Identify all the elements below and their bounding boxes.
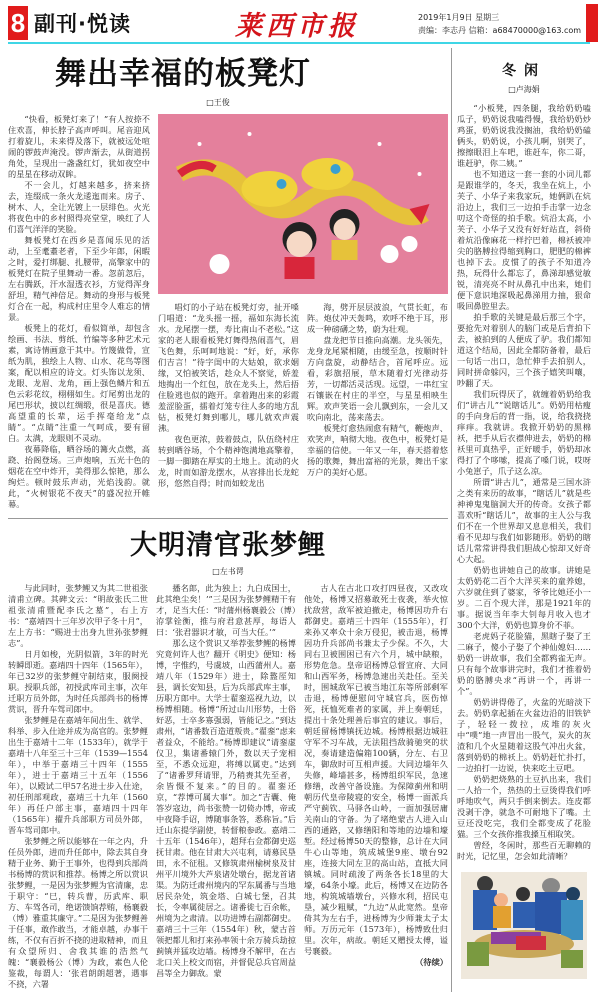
paragraph: 老虎妈子花脸猫，黑瞎子娶了王二麻子，傻小子娶了个神仙媳妇……奶奶一讲故事，我们全都鸦雀无声。只有每个故事讲完时，我们才推着奶奶的胳膊央求“再讲一个，再讲一个”。: [457, 631, 591, 696]
paragraph: 张梦鲤之所以能够在一年之内，升任员外郎，进而升任郎中，除去其自身精于业务、勤于王事外，也得到兵部尚书杨博的赏识和推荐。杨博之所以赏识张梦鲤，一是因为张梦鲤为官清廉，忠于职守：“巳，转兵曹，历武库、职方、车驾各司，绝诺馈饷荐贿，杨襄毅（博）雅重其廉守。”二是因为张梦鲤善于任事，敢作敢当，才能卓越，办事干练，不仅有百折不挠的进取精神，而且有众望所归、舍我其谁的浩然气魄：“襄毅杨公（博）为政，素色人伦鉴裁，每谓人：‘张君朗朗超著，遇事不挠，六署: [8, 836, 148, 989]
date-info: [418, 11, 581, 37]
paragraph: 那么这个赏识又举荐张梦鲤的杨博究竟何许人也？翻开《明史》便知：杨博，字惟约，号虞坡，山西蒲州人。嘉靖八年（1529年）进士，除盩厔知县，调长安知县，后为兵部武库主事，历职方郎中。大学士翟銮巡视九边，以杨博相随。杨博“所过山川形势，士俗好恶，士卒多寡强弱，皆能记之。”到达肃州，“诸番数百造道叛贵。”翟銮“虑来者益众，不能给。”杨博即建议“请銮虚仪卫，集诸番辕门外，数以天子宠相至，不悉众远迎，将缚以属吏。”达到了“诸番罗拜请罪，乃稍赉其先至者，余皆慑不复来。”的目的。翟銮还京，“荐博可属大事”。加之“吉囊、俺答岁寇边，尚书张赞一切倚办博，帝或中夜降手诏，博随事条答，悉称旨。”后迁山东提学副使，转督粮参政。嘉靖二十五年（1546年），超拜右佥都御史巡抚甘肃。他在甘肃大兴屯利，请募民垦田，永不征租。又修筑肃州榆树泉及甘州平川境外大芦泉诸处墩台，据龙首诸渠。为防迁肃州境内的罕东属番与当地居民杂处，筑金塔、白城七堡，召其长，令率属徙居之。诸番徙七百余帐，州境为之肃清。以功进博右副都御史。嘉靖三十三年（1554年）秋，蒙古首领把都儿和打来孙率领十余万骑兵劫掠蓟镇并猛攻边墙。杨博身不解甲，在古北口关上校文而宿，并督促总兵官周益昌等全力御敌。蒙: [156, 638, 296, 978]
article2-column-2: [156, 583, 296, 979]
article2-body: [8, 583, 448, 990]
red-edge-bar: [586, 4, 598, 42]
paragraph: 盘龙把节日推向高潮。龙头领先，龙身龙尾紧相随，由缓至急，按顺时针方向盘旋，动静结合，首尾呼应。远看，彩旗招展，草木随着灯光律动芬芳，一切都活灵活现。远望，一串红宝石镶嵌在村庄的半空，与星星相映生辉。欢声笑语一会儿飘到东，一会儿又吹向南北，荡来荡去。: [307, 335, 448, 422]
article-divider: [8, 518, 448, 519]
section-title: 副刊·悦读: [34, 12, 131, 36]
paragraph: 海，劈开层层波浪，气贯长虹，布阵。炮仗冲天轰鸣，欢呼不绝于耳，形成一种磅礴之势，蔚为壮观。: [307, 302, 448, 334]
article1-column-3: [307, 302, 448, 478]
masthead-logo: 莱西市报: [235, 11, 359, 42]
paragraph: 板凳灯愈热闹愈有精气，鞭炮声、欢笑声，响彻大地。夜色中，板凳灯是幸福的信使。一年又一年，春天搭着悠扬的歌舞，舞出富裕的光景，舞出千家万户的美好心愿。: [307, 423, 448, 477]
article2-column-1: [8, 583, 148, 990]
paragraph: 曾经，冬闲时，那些百无聊赖的时光，记忆里，怎会如此清晰？: [457, 840, 591, 861]
paragraph: “快看，板凳灯来了！”有人按捺不住欢喜，伸长脖子高声呼叫。尾音迎风打着旋儿，未来得及落下，就被远处喧闹的锣鼓声淹没。锣声渐去，从街道拐角处，呈现出一盏盏红灯，犹如夜空中的星星在移动双眸。: [8, 114, 150, 179]
article3-title: 冬闲: [502, 63, 546, 79]
paragraph: 板凳上的花灯，看似简单，却包含绘画、书法、剪纸、竹编等多种艺术元素，寓诗情画意于其中。竹篾做骨，宣纸为肌，独绘上人物、山水、花鸟等图案，配以相应的诗文。灯头饰以龙须、龙眼、龙眉、龙角，画上强色鳞片和五色云彩花纹，栩栩如生。灯尾剪出龙的尾巴形状，披以红绸缎，很是喜庆。德高望重的长辈，运手挥毫给龙“点睛”。“点睛”注重一气呵成，要有留白。太满，龙眼则不灵动。: [8, 323, 150, 443]
article1-subcolumns: [158, 302, 448, 489]
article3: [457, 60, 591, 987]
issue-date: 2019年1月9日 星期三: [418, 13, 500, 22]
paragraph: 与此同时，张梦鲤又为其二世祖张清甫立碑。其碑文云：“明故张氏二世祖张清甫暨配李氏之墓”，右上方书：“嘉靖四十三年岁次甲子冬十月”，左上方书：“赐进士出身九世孙张梦鲤志”。: [8, 583, 148, 648]
paragraph: 古人在古北口攻打四昼夜，又改攻他处，杨博又招募敢死士夜袭，举火惊扰敌营，敌军被迫撤走，杨博因功升右都御史。嘉靖三十四年（1555年），打来孙又率众十余万侵犯，被击退，杨博因功升兵部尚书兼太子少保。不久，大同右卫被围困已有六个月，城中缺粮，形势危急。皇帝诏杨博总督宣府、大同和山西军务，杨博急速出关赴任。至关时，围城敌军已被当地江东等所部剩军击退，杨博便慰问守城官兵，医伤悼死，抚恤死难者的家属，并上奏朝廷，提出十条处理善后事宜的建议。事后，朝廷留杨博镇抚边城。杨博根据边城驻守军不习车战，无法阻挡敌骑驰突的状况，奏请建造偏箱100辆，分左、右卫车，御敌时可互相声援。大同边墙年久失修，峰墙甚多，杨博组织军民，急速修缮，改善守备设施。为保障蓟州和明朝历代皇帝陵寝的安全，杨博一面派兵严守蓟钦、马驿各山岭，一面加强居庸关南山的守备。为了堵绝蒙古人进入山西的通路，又修缮阳和等地的边墙和壕堑。经过杨博50天的整修，总计在大同牛心山等地，筑成城堡9座、墩台92座，连接大同左卫的高山站，直抵大同镇城。同时疏浚了两条各长18里的大壕，64条小壕。此后，杨博又在边防各地，构筑城墙墩台，兴修水利，招民屯垦，减少粗赋，“九边”从此宽然。皇帝倚其为左右手，进杨博为少师兼太子太师。万历元年（1573年），杨博致仕归里。次年，病故。朝廷又赠授太傅，谥号襄毅。: [304, 583, 448, 956]
paragraph: 夜幕降临，晒谷场的篝火点燃，高跷、抬阁登场。三声炮响，五光十色的烟花在空中炸开，美得那么惊艳，那么绚烂。顿时鼓乐声动，光焰浅韵。就此，“火树银花不夜天”的盛况拉开帷幕。: [8, 444, 150, 509]
paragraph: 日月如梭，光阴似箭，3年的时光转瞬即逝。嘉靖四十四年（1565年），年已32岁的张梦鲤守制结束，服阕授职。授职兵部，初授武库司主事，次年迁职方员外郎，为时任兵部尚书的杨博赏识，晋升车驾司郎中。: [8, 649, 148, 714]
article2-column-3: [304, 583, 448, 957]
paragraph: 拍手歌的关键是最后那三个字，要抢先对着别人的脑门或是后背拍下去，被拍到的人便成了驴。我们都知道这个结局，因此全都防备着，最后一句话一出口，急忙伸手去拍别人，同时拼命躲闪，三个孩子嬉笑叫嚷，吵翻了天。: [457, 312, 591, 388]
article1-body: [8, 114, 448, 510]
article1-title: 舞出幸福的板凳灯: [55, 56, 311, 92]
paragraph: 播名郎，此为独上；九白成国士，此其绝尘矣！’”三是因为张梦鲤精干有才，足当大任：“时蒲州杨襄毅公（博）洊掌铨衡，推与府君意甚厚，每语人曰：‘张君器识才敏，可当大任。’”: [156, 583, 296, 637]
article3-byline: □卢海娟: [508, 85, 540, 94]
header-rule: [8, 42, 590, 44]
grandmother-children-painting: [461, 872, 587, 979]
main-area: [8, 46, 448, 990]
paragraph: 奶奶把烧熟的土豆扒出来，我们一人拾一个，热热的土豆烫得我们呼呼地吹气，两只手倒来倒去。连皮都没剥干净，就急不可耐地下了嘴。土豆还没吃完，我们全都变成了花脸猫。三个女孩你推我搡互相取笑。: [457, 774, 591, 839]
paragraph: 所谓“讲古儿”，通常是三国水浒之类有来历的故事，“瞎话儿”就是些神神鬼鬼脑洞大开的传奇。女孩子都喜欢听“瞎话儿”，故事的主人公与我们不在一个世界却又息息相关，我们看不见却与我们如影随形。奶奶的瞎话儿常常讲得我们胆战心惊却又好奇心大起。: [457, 477, 591, 564]
paragraph: 奶奶也讲她自己的故事。讲她是太奶奶花二百个大洋买来的童养媳，六岁就住到了婆家，爷爷比她还小一岁。二百个现大洋，那是1921年的事。据说当年李大钊每月收入也才300个大洋，奶奶也算身价不菲。: [457, 565, 591, 630]
paragraph: 我们玩得厌了，就缠着奶奶给我们“讲古儿”“说瞎话儿”。奶奶用枯瘦的手向身后的背一指，说，给我挠挠痒痒。我就讲。我掀开奶奶的黑棉袄，把手从后衣襟伸进去，奶奶的棉袄里可真热乎，正好暖手，奶奶却冰得打了个哆嗦，提高了嗓门说，哎呀小兔崽子，爪子这么凉。: [457, 389, 591, 476]
dragon-dance-illustration: [158, 114, 448, 294]
dragon-icon: [158, 114, 448, 294]
paragraph: 夜色更浓，鼓着鼓点，队伍绕村庄转到晒谷场，个个精神饱满地高擎着，一脚一脚踏在厚实的土地上。流动的火龙，时而如游龙摆水，从容排出长龙蛇形，悠然自得；时而如蛟龙出: [158, 434, 299, 488]
paragraph: 奶奶讲得倦了，火盆的光暗淡下去。奶奶拿起插在火盆边沿的旧铁铲子，轻轻一拨拉，成堆的灰火中“噗”地一声冒出一股气，炭火的灰渣和几个火星随着这股气冲出火盆，落到奶奶的棉袄上。奶奶赶忙扑打，一边拍打一边说，快来吃土豆吧。: [457, 697, 591, 773]
paragraph: 舞板凳灯在西乡是喜闻乐见的活动，上至耄耋老者，下至少年郎，闲暇之时，爱打绑腿、扎腰带，高擎家中的板凳灯在院子里舞动一番。忽前忽后，左右腾跃，汗水湿透衣衫，方觉得浑身舒坦，精气神倍足。舞动的身形与板凳灯合在一起，构成村庄里令人难忘的情景。: [8, 235, 150, 322]
paragraph: 也不知道这一套一套的小词儿都是跟谁学的，冬天，我坐在炕上，小芙子、小华子来我家玩，她俩趴在炕沿边上，我们三一边拍手击掌一边念叨这个奇怪的拍手歌。炕沿太高，小芙子、小华子又没有好好站直，斜倚着炕沿像麻花一样拧巴着，棉袄被冲尖的胳膊拉得缩到胸口，肥肥的棉裤也掉下去。皮惯了的孩子不知道冷热，玩得什么都忘了，鼻涕却感觉敏锐，清亮亮不时从鼻孔中出来，她们便下意识地深吸起鼻涕用力抽，狠命吸回鼻腔里去。: [457, 169, 591, 311]
article2-byline: □左书谔: [212, 567, 244, 576]
article2-title: 大明清官张梦鲤: [130, 530, 326, 561]
article1-column-2: [158, 302, 299, 489]
page-number: 8: [8, 6, 28, 40]
article1-column-1: [8, 114, 150, 510]
article3-body: [457, 103, 591, 862]
family-painting-icon: [461, 872, 587, 979]
article2-column-3-wrap: [304, 583, 448, 968]
article1-byline: □王俊: [206, 98, 230, 107]
article1-right-block: [158, 114, 448, 489]
paragraph: 不一会儿，灯越来越多，挤来挤去，连缀成一条火龙逶迤而来。房子、树木、人，全让光镀上一层绯色。火光将夜色中的乡村照得亮堂堂，映红了人们喜气洋洋的笑脸。: [8, 180, 150, 234]
column-divider: [451, 48, 452, 992]
editor-contact: 责编：李志丹 信箱：a68470000@163.com: [418, 26, 582, 35]
paragraph: 张梦鲤是在嘉靖年间出生、就学、科举、步入仕途并成为高官的。张梦鲤出生于嘉靖十二年（1533年），就学于嘉靖十八年至三十三年（1539—1554年），中举于嘉靖三十四年（1555年），进士于嘉靖三十五年（1556年），以殿试二甲57名进士步入仕途，初任刑部观政，嘉靖三十九年（1560年）再任户部主事，嘉靖四十四年（1565年）擢升兵部职方司员外郎，晋车驾司郎中。: [8, 715, 148, 835]
paragraph: “小板凳，四条腿，我给奶奶嗑瓜子，奶奶说我嗑得慢，我给奶奶炒鸡蛋，奶奶说我没搁油，我给奶奶磕俩头，奶奶说，小孩儿啊，别哭了，擦擦眼泪上车吧，谁赶车，你二哥，谁赶驴，你二姨。”: [457, 103, 591, 168]
paragraph: 唱灯的小子站在板凳灯旁，扯开嗓门唱道：“龙头摇一摇，福如东海长流水。龙尾摆一摆，寿比南山不老松。”这家的老人眼看板凳灯舞得热闹喜气，眉飞色舞，乐呵呵地说：“好，好，承你们吉言！”待字闺中的大姑娘，欲求姻缘，又怕被笑话，趁众人不察觉，娇羞地掏出一个红包，放在龙头上，然后捂住脸逃也似的跑开。拿着跑出来的彩霞羞涩脸蛋，擂着灯笼专往人多的地方乱钻，板凳灯舞到哪儿，哪儿就欢声震沸。: [158, 302, 299, 433]
continued-label: （待续）: [415, 957, 448, 967]
